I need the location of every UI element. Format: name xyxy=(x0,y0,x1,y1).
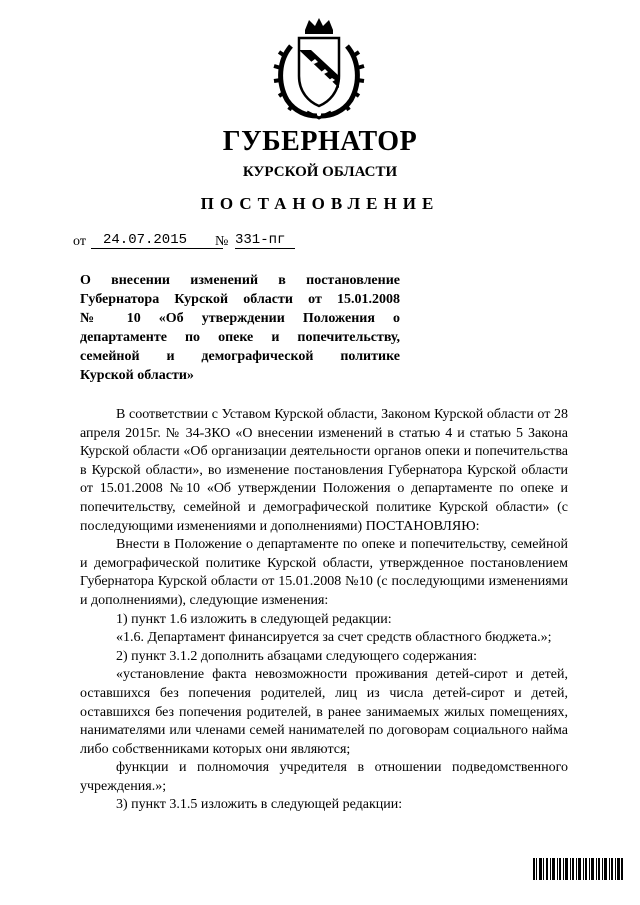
date-prefix: от xyxy=(73,234,86,249)
body-paragraph: 1) пункт 1.6 изложить в следующей редакции: xyxy=(116,611,392,627)
heading-line: департаменте по опеке и попечительству, xyxy=(80,330,400,345)
body-paragraph: «установление факта невозможности проживания детей-сирот и детей, оставшихся без попечения родителей, лиц из числа детей-сирот и детей, оставшихся без попечения родителей, в ранее занимаемых жилых помещениях, нанимателями или членами семей нанимателей по договорам социального найма либо собственниками которых они являются; xyxy=(80,667,568,757)
document-date: 24.07.2015 xyxy=(91,232,223,249)
document-type: ПОСТАНОВЛЕНИЕ xyxy=(200,194,440,213)
heading-line: О внесении изменений в постановление xyxy=(80,273,400,288)
body-paragraph: «1.6. Департамент финансируется за счет средств областного бюджета.»; xyxy=(116,630,552,646)
body-paragraph: Внести в Положение о департаменте по опеке и попечительству, семейной и демографической политике Курской области, утвержденное постановлением Губернатора Курской области от 15.01.2008 №10 (с последующими изменениями и дополнениями), следующие изменения: xyxy=(80,537,568,608)
document-subtitle: КУРСКОЙ ОБЛАСТИ xyxy=(242,164,398,180)
document-body xyxy=(80,406,568,815)
body-paragraph: 2) пункт 3.1.2 дополнить абзацами следующего содержания: xyxy=(116,648,477,664)
document-number: 331-пг xyxy=(235,232,295,249)
body-paragraph: 3) пункт 3.1.5 изложить в следующей редакции: xyxy=(116,797,403,813)
heading-line: Курской области» xyxy=(80,368,194,383)
heading-line: № 10 «Об утверждении Положения о xyxy=(80,311,400,326)
barcode-icon xyxy=(533,858,623,880)
date-number-line xyxy=(73,232,313,252)
number-prefix: № xyxy=(215,234,229,249)
heading-line: Губернатора Курской области от 15.01.2008 xyxy=(80,292,400,307)
document-heading xyxy=(80,271,400,385)
document-title: ГУБЕРНАТОР xyxy=(222,126,418,157)
coat-of-arms-emblem xyxy=(271,16,367,120)
body-paragraph: В соответствии с Уставом Курской области, Законом Курской области от 28 апреля 2015г. № 34-ЗКО «О внесении изменений в статью 4 и статью 5 Закона Курской области «Об организации деятельности органов опеки и попечительства в Курской области», во изменение постановления Губернатора Курской области от 15.01.2008 №10 «Об утверждении Положения о департаменте по опеке и попечительству, семейной и демографической политике Курской области» (с последующими изменениями и дополнениями) ПОСТАНОВЛЯЮ: xyxy=(80,407,568,534)
heading-line: семейной и демографической политике xyxy=(80,349,400,364)
body-paragraph: функции и полномочия учредителя в отношении подведомственного учреждения.»; xyxy=(80,760,568,794)
